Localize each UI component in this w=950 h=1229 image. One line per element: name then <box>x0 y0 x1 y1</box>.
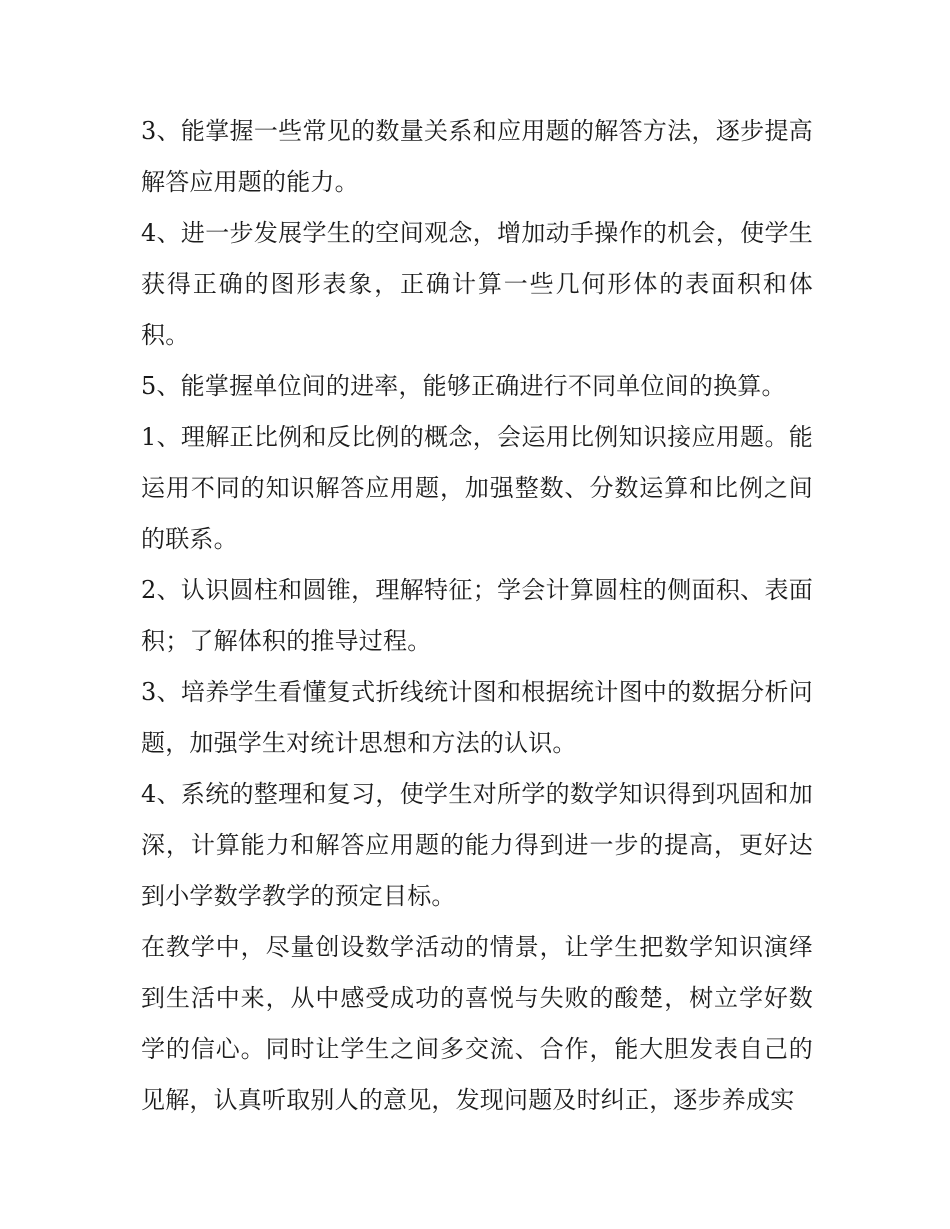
paragraph-item-4-review: 4、系统的整理和复习，使学生对所学的数学知识得到巩固和加深，计算能力和解答应用题的能力得到进一步的提高，更好达到小学数学教学的预定目标。 <box>141 780 813 910</box>
paragraph-item-1-proportion: 1、理解正比例和反比例的概念，会运用比例知识接应用题。能运用不同的知识解答应用题，加强整数、分数运算和比例之间的联系。 <box>141 423 813 553</box>
paragraph-item-3-statistics: 3、培养学生看懂复式折线统计图和根据统计图中的数据分析问题，加强学生对统计思想和方法的认识。 <box>141 678 813 757</box>
document-body <box>141 106 813 1126</box>
paragraph-goal-4-spatial-concepts: 4、进一步发展学生的空间观念，增加动手操作的机会，使学生获得正确的图形表象，正确计算一些几何形体的表面积和体积。 <box>141 219 813 349</box>
paragraph-item-2-cylinder-cone: 2、认识圆柱和圆锥，理解特征；学会计算圆柱的侧面积、表面积；了解体积的推导过程。 <box>141 576 813 655</box>
paragraph-goal-5-unit-conversion: 5、能掌握单位间的进率，能够正确进行不同单位间的换算。 <box>141 372 786 400</box>
paragraph-goal-3-word-problems: 3、能掌握一些常见的数量关系和应用题的解答方法，逐步提高解答应用题的能力。 <box>141 117 813 196</box>
paragraph-teaching-approach: 在教学中，尽量创设数学活动的情景，让学生把数学知识演绎到生活中来，从中感受成功的喜悦与失败的酸楚，树立学好数学的信心。同时让学生之间多交流、合作，能大胆发表自己的见解，认真听取别人的意见，发现问题及时纠正，逐步养成实 <box>141 933 813 1114</box>
